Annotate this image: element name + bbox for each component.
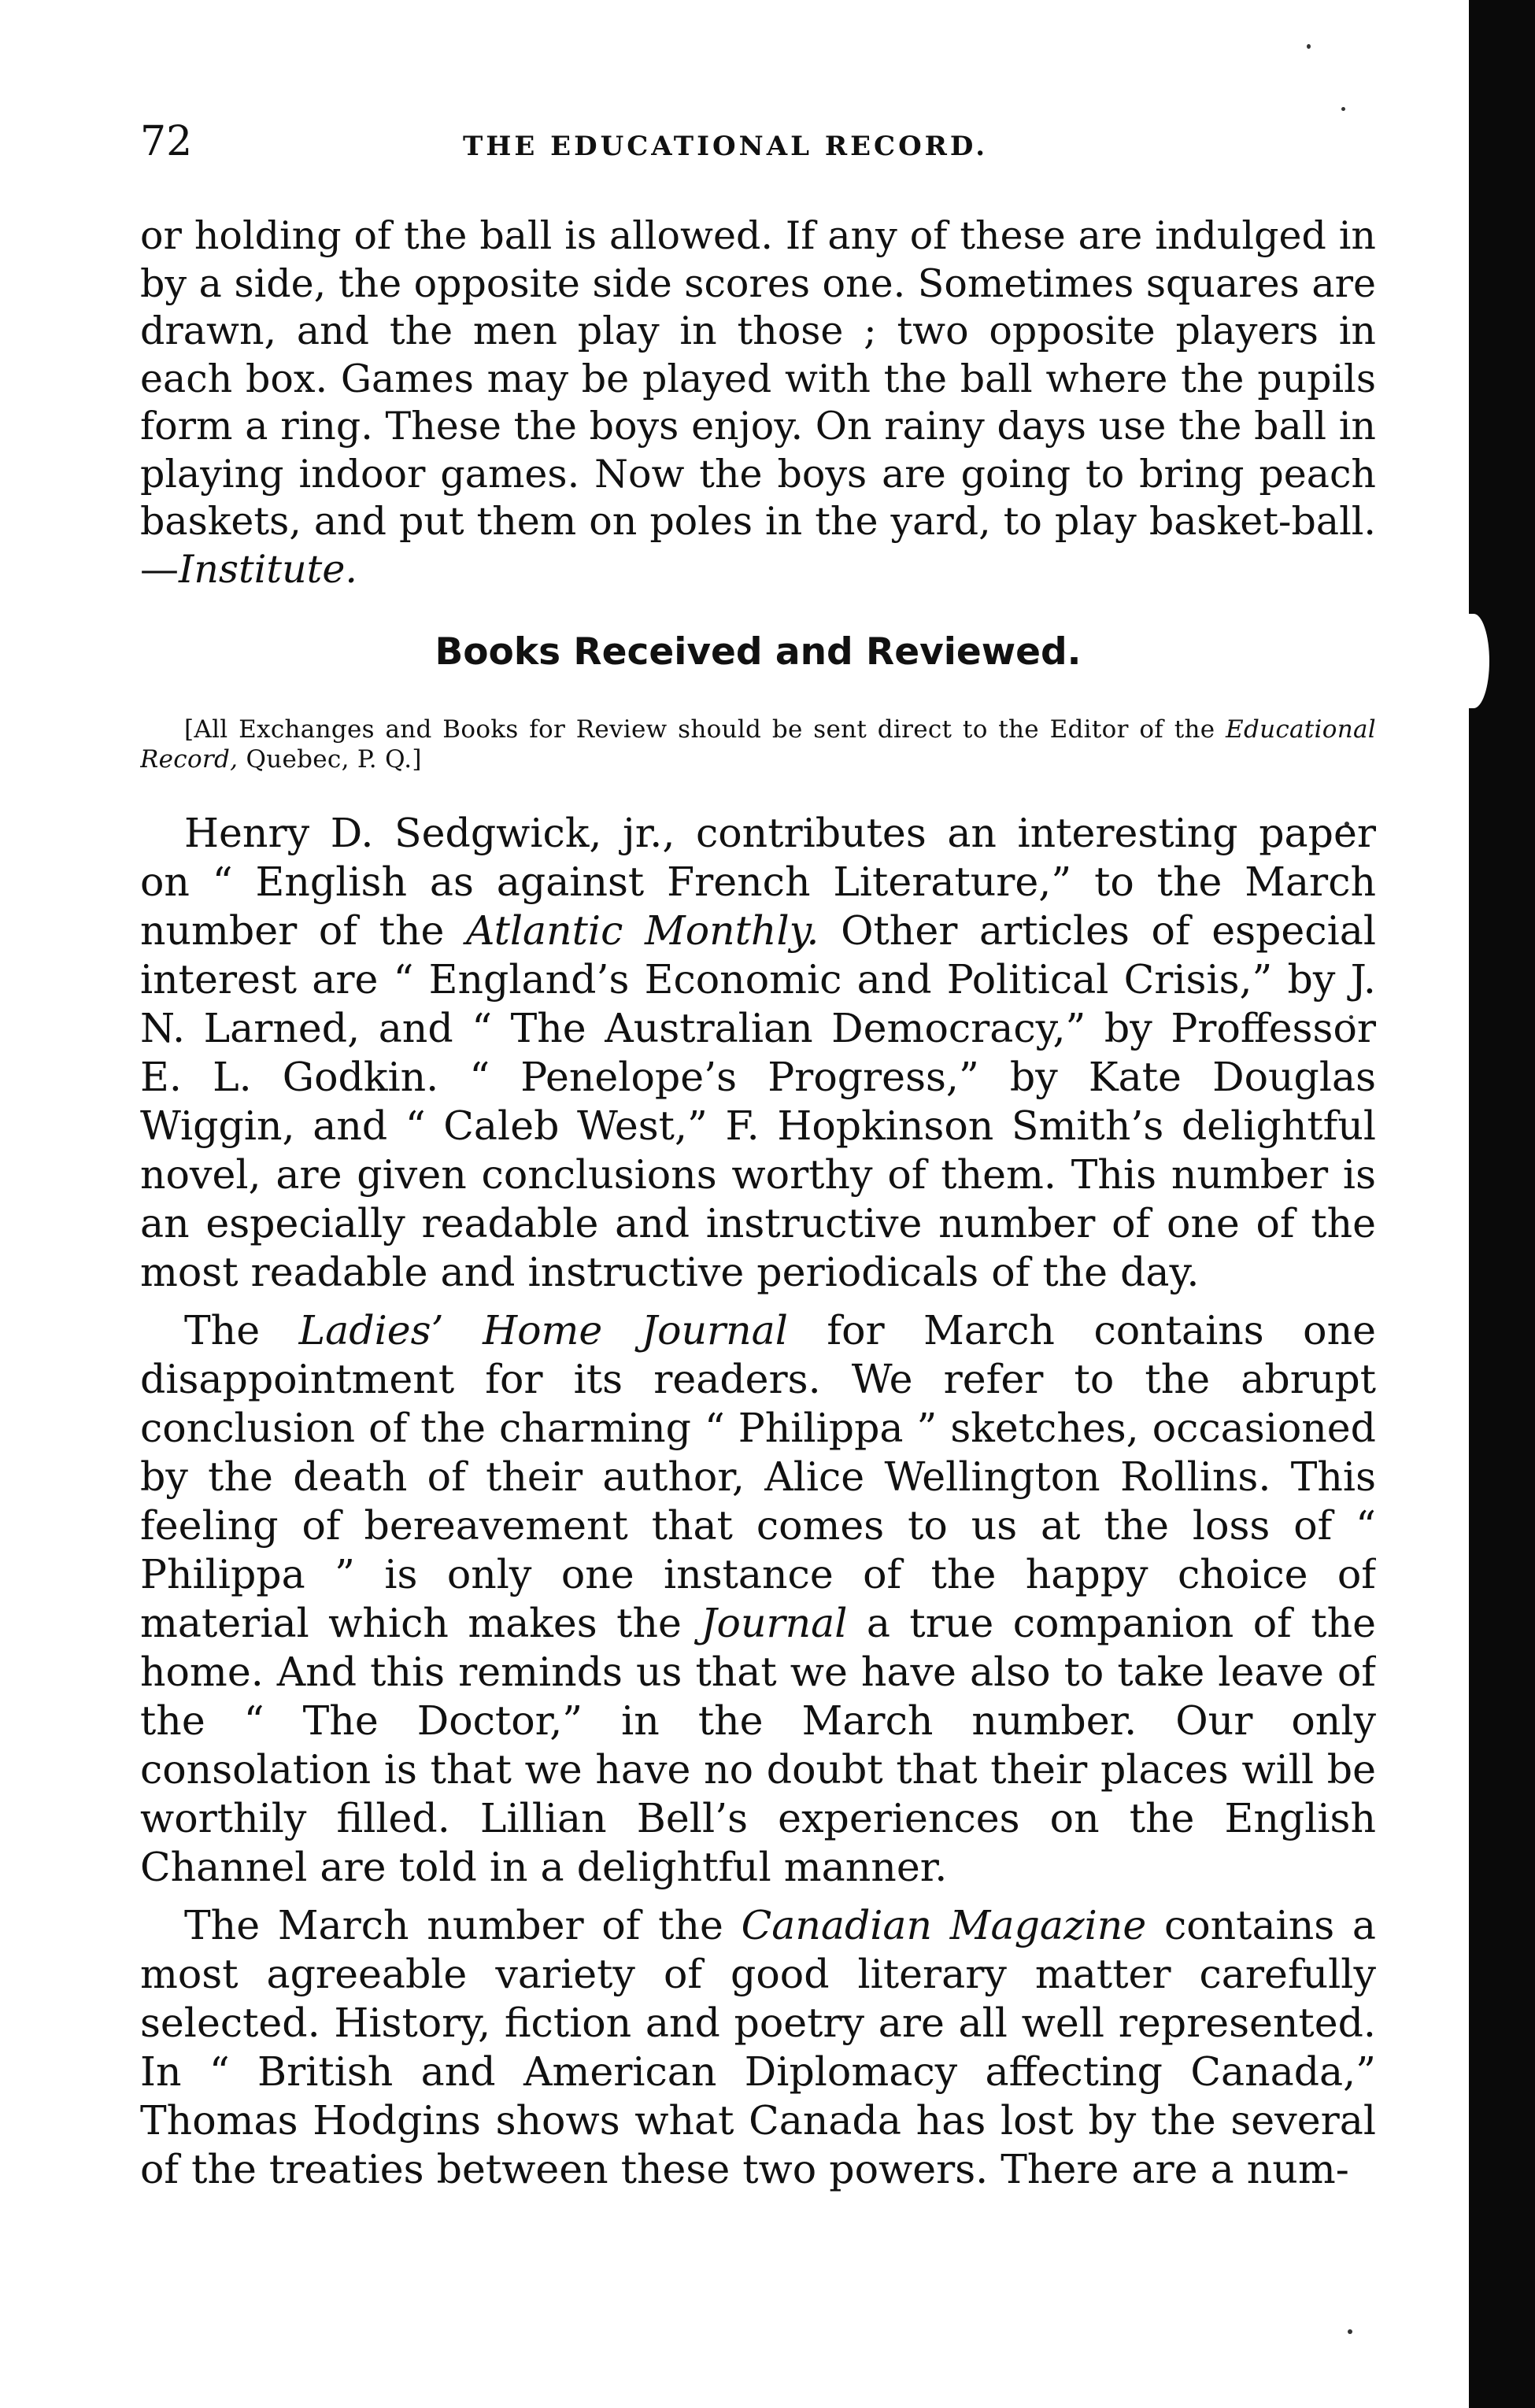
review-text: contains a most agreeable variety of good literary matter carefully selected. History, fiction and poetry are all well represented. In “ British and American Diplomacy affecting Canada,” Thomas Hodgins shows what Canada has lost by the several of the treaties between these two powers. There are a num- (140, 1902, 1376, 2192)
continued-paragraph-text: or holding of the ball is allowed. If any of these are indulged in by a side, the opposite side scores one. Sometimes squares are drawn, and the men play in those ; two opposite players in each box. Games may be played with the ball where the pupils form a ring. These the boys enjoy. On rainy days use the ball in playing indoor games. Now the boys are going to bring peach baskets, and put them on poles in the yard, to play basket-ball.— (140, 213, 1376, 592)
continued-paragraph-source: Institute. (179, 546, 357, 592)
review-text: a true companion of the home. And this reminds us that we have also to take leave of the “ The Doctor,” in the March number. Our only consolation is that we have no doubt that their places will be worthily filled. Lillian Bell’s experiences on the English Channel are told in a delightful manner. (140, 1600, 1376, 1890)
scan-speck (1307, 44, 1311, 49)
review-canadian-magazine (140, 1901, 1376, 2194)
review-text: The (184, 1307, 299, 1354)
running-head (140, 118, 1376, 181)
running-title: THE EDUCATIONAL RECORD. (463, 131, 989, 162)
review-ladies-home-journal (140, 1306, 1376, 1892)
continued-paragraph (140, 212, 1376, 593)
magazine-title: Canadian Magazine (741, 1902, 1147, 1948)
editor-note-suffix: Quebec, P. Q.] (238, 745, 422, 774)
section-heading: Books Received and Reviewed. (435, 630, 1082, 674)
review-text: for March contains one disappointment for its readers. We refer to the abrupt conclusion of the charming “ Philippa ” sketches, occasioned by the death of their author, Alice Wellington Rollins. This feeling of bereavement that comes to us at the loss of “ Philippa ” is only one instance of the happy choice of material which makes the (140, 1307, 1376, 1646)
magazine-title: Atlantic Monthly. (465, 907, 819, 954)
page-number: 72 (140, 118, 193, 165)
review-atlantic-monthly (140, 809, 1376, 1297)
scan-speck (1341, 107, 1345, 111)
review-text: Other articles of especial interest are “ England’s Economic and Political Crisis,” by J. N. Larned, and “ The Australian Democracy,” by Proffessor E. L. Godkin. “ Penelope’s Progress,” by Kate Douglas Wiggin, and “ Caleb West,” F. Hopkinson Smith’s delightful novel, are given conclusions worthy of them. This number is an especially readable and instructive number of one of the most readable and instructive periodicals of the day. (140, 907, 1376, 1295)
magazine-short-title: Journal (701, 1600, 848, 1646)
editor-note-title: Educational Record, (140, 715, 1376, 774)
review-text: Henry D. Sedgwick, jr., contributes an interesting paper on “ English as against French Literature,” to the March number of the (140, 810, 1376, 954)
magazine-title: Ladies’ Home Journal (298, 1307, 788, 1354)
scan-speck (1348, 2329, 1352, 2334)
editor-note (140, 715, 1376, 774)
review-text: The March number of the (184, 1902, 742, 1948)
scan-edge-notch (1458, 614, 1489, 708)
scan-edge-shadow (1469, 0, 1535, 2408)
editor-note-prefix: [All Exchanges and Books for Review should be sent direct to the Editor of the (184, 715, 1226, 744)
book-page (140, 118, 1376, 2321)
